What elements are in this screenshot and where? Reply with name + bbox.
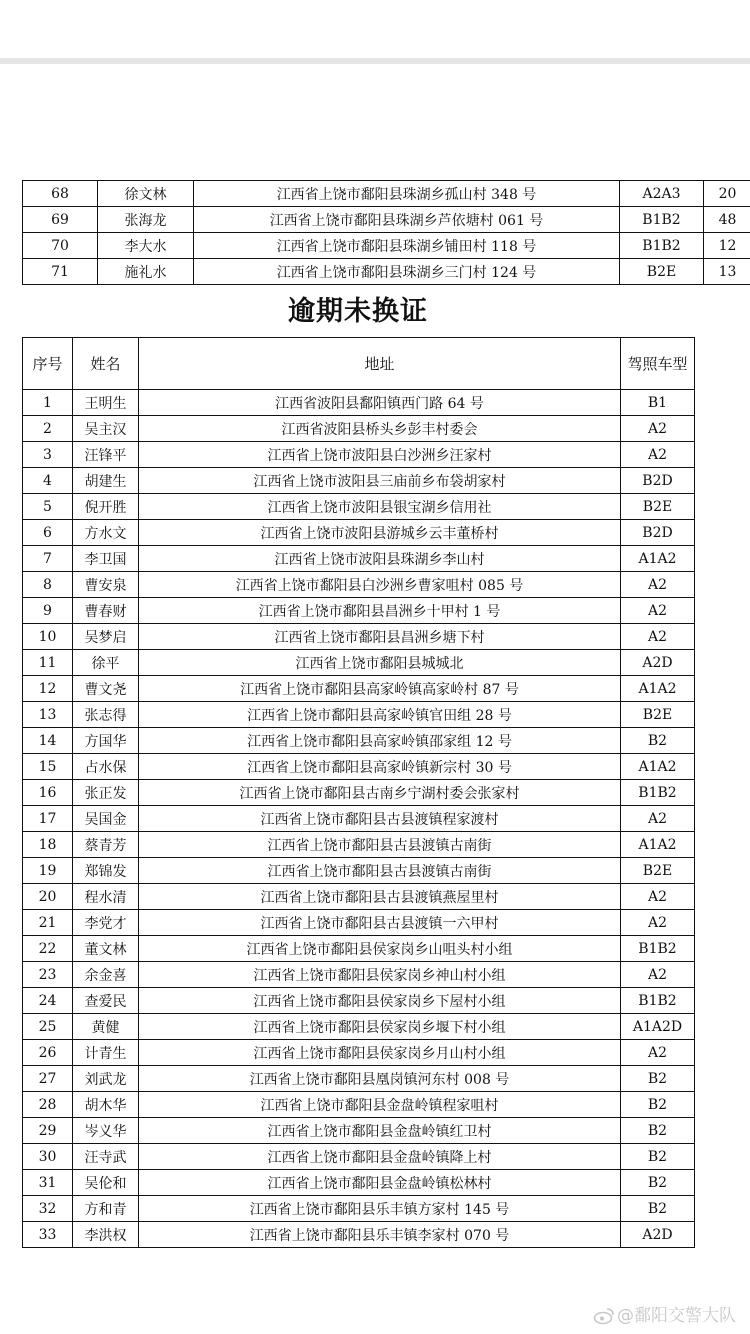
row-number: 70: [23, 233, 98, 259]
row-number: 3: [23, 442, 73, 468]
row-number: 33: [23, 1222, 73, 1248]
row-address: 江西省上饶市鄱阳县古县渡镇燕屋里村: [139, 884, 621, 910]
row-license: B2E: [620, 259, 704, 285]
table-row: [23, 780, 695, 806]
row-number: 21: [23, 910, 73, 936]
row-license: A2: [621, 572, 695, 598]
row-number: 16: [23, 780, 73, 806]
table-row: [23, 650, 695, 676]
table-row: [23, 858, 695, 884]
row-number: 7: [23, 546, 73, 572]
row-name: 徐平: [73, 650, 139, 676]
row-extra-number: 48: [704, 207, 750, 233]
row-license: A2: [621, 1040, 695, 1066]
row-address: 江西省上饶市鄱阳县侯家岗乡山咀头村小组: [139, 936, 621, 962]
row-address: 江西省上饶市鄱阳县高家岭镇高家岭村 87 号: [139, 676, 621, 702]
table-row: [23, 207, 750, 233]
row-number: 25: [23, 1014, 73, 1040]
header-no: 序号: [23, 338, 73, 390]
table-row: [23, 910, 695, 936]
table-row: [23, 1092, 695, 1118]
table-row: [23, 1170, 695, 1196]
row-license: B1B2: [621, 988, 695, 1014]
row-extra-number: 13: [704, 259, 750, 285]
header-license: 驾照车型: [621, 338, 695, 390]
row-license: A2D: [621, 650, 695, 676]
row-license: B2: [621, 1170, 695, 1196]
row-number: 17: [23, 806, 73, 832]
row-license: B2: [621, 728, 695, 754]
row-license: A1A2: [621, 676, 695, 702]
row-number: 1: [23, 390, 73, 416]
row-name: 曹安泉: [73, 572, 139, 598]
row-name: 黄健: [73, 1014, 139, 1040]
row-number: 28: [23, 1092, 73, 1118]
row-number: 68: [23, 181, 98, 207]
row-address: 江西省上饶市鄱阳县乐丰镇方家村 145 号: [139, 1196, 621, 1222]
table-row: [23, 728, 695, 754]
row-number: 26: [23, 1040, 73, 1066]
row-address: 江西省上饶市鄱阳县金盘岭镇降上村: [139, 1144, 621, 1170]
table-row: [23, 494, 695, 520]
row-address: 江西省上饶市鄱阳县古县渡镇一六甲村: [139, 910, 621, 936]
table-row: [23, 416, 695, 442]
row-license: B2: [621, 1092, 695, 1118]
row-license: A2: [621, 624, 695, 650]
row-address: 江西省上饶市鄱阳县珠湖乡孤山村 348 号: [194, 181, 620, 207]
row-address: 江西省上饶市鄱阳县凰岗镇河东村 008 号: [139, 1066, 621, 1092]
row-number: 24: [23, 988, 73, 1014]
row-address: 江西省上饶市波阳县银宝湖乡信用社: [139, 494, 621, 520]
table-row: [23, 259, 750, 285]
table-row: [23, 390, 695, 416]
table-row: [23, 546, 695, 572]
row-license: B2D: [621, 520, 695, 546]
row-name: 施礼水: [98, 259, 194, 285]
row-name: 倪开胜: [73, 494, 139, 520]
row-number: 27: [23, 1066, 73, 1092]
row-name: 汪锋平: [73, 442, 139, 468]
row-number: 9: [23, 598, 73, 624]
row-license: B2E: [621, 494, 695, 520]
table-row: [23, 1014, 695, 1040]
row-address: 江西省上饶市鄱阳县珠湖乡芦依塘村 061 号: [194, 207, 620, 233]
row-license: B2: [621, 1066, 695, 1092]
table-row: [23, 1040, 695, 1066]
row-address: 江西省上饶市鄱阳县珠湖乡铺田村 118 号: [194, 233, 620, 259]
row-number: 15: [23, 754, 73, 780]
row-name: 张海龙: [98, 207, 194, 233]
row-address: 江西省上饶市鄱阳县昌洲乡十甲村 1 号: [139, 598, 621, 624]
row-name: 岑义华: [73, 1118, 139, 1144]
row-license: A1A2D: [621, 1014, 695, 1040]
row-address: 江西省上饶市鄱阳县侯家岗乡下屋村小组: [139, 988, 621, 1014]
row-address: 江西省上饶市鄱阳县金盘岭镇红卫村: [139, 1118, 621, 1144]
row-address: 江西省上饶市鄱阳县古南乡宁湖村委会张家村: [139, 780, 621, 806]
row-number: 19: [23, 858, 73, 884]
table-row: [23, 442, 695, 468]
row-address: 江西省上饶市鄱阳县城城北: [139, 650, 621, 676]
row-address: 江西省上饶市鄱阳县白沙洲乡曹家咀村 085 号: [139, 572, 621, 598]
row-license: B1B2: [621, 936, 695, 962]
row-address: 江西省上饶市鄱阳县古县渡镇程家渡村: [139, 806, 621, 832]
row-number: 11: [23, 650, 73, 676]
row-license: B2D: [621, 468, 695, 494]
table-row: [23, 572, 695, 598]
row-name: 郑锦发: [73, 858, 139, 884]
row-number: 14: [23, 728, 73, 754]
row-license: B2: [621, 1118, 695, 1144]
top-divider: [0, 58, 750, 64]
table-row: [23, 988, 695, 1014]
table-row: [23, 1066, 695, 1092]
row-name: 汪寺武: [73, 1144, 139, 1170]
table-row: [23, 181, 750, 207]
row-name: 刘武龙: [73, 1066, 139, 1092]
row-number: 12: [23, 676, 73, 702]
row-extra-number: 20: [704, 181, 750, 207]
row-license: B1B2: [620, 233, 704, 259]
row-name: 蔡青芳: [73, 832, 139, 858]
row-number: 23: [23, 962, 73, 988]
row-name: 曹文尧: [73, 676, 139, 702]
row-address: 江西省波阳县桥头乡彭丰村委会: [139, 416, 621, 442]
row-number: 10: [23, 624, 73, 650]
row-address: 江西省上饶市鄱阳县金盘岭镇程家咀村: [139, 1092, 621, 1118]
row-number: 69: [23, 207, 98, 233]
row-name: 程水清: [73, 884, 139, 910]
row-number: 18: [23, 832, 73, 858]
row-name: 李洪权: [73, 1222, 139, 1248]
row-license: B2E: [621, 858, 695, 884]
table-row: [23, 936, 695, 962]
row-name: 张正发: [73, 780, 139, 806]
row-name: 曹春财: [73, 598, 139, 624]
table-row: [23, 806, 695, 832]
row-license: B2E: [621, 702, 695, 728]
row-license: A2: [621, 598, 695, 624]
row-license: A2: [621, 962, 695, 988]
row-name: 占水保: [73, 754, 139, 780]
row-license: A2: [621, 910, 695, 936]
row-name: 李卫国: [73, 546, 139, 572]
table-row: [23, 754, 695, 780]
row-name: 李大水: [98, 233, 194, 259]
row-license: A2: [621, 884, 695, 910]
table-row: [23, 1196, 695, 1222]
table-row: [23, 1144, 695, 1170]
row-number: 2: [23, 416, 73, 442]
table-row: [23, 676, 695, 702]
row-address: 江西省上饶市波阳县游城乡云丰董桥村: [139, 520, 621, 546]
row-license: A1A2: [621, 546, 695, 572]
row-address: 江西省上饶市鄱阳县高家岭镇官田组 28 号: [139, 702, 621, 728]
row-name: 董文林: [73, 936, 139, 962]
row-address: 江西省上饶市鄱阳县侯家岗乡神山村小组: [139, 962, 621, 988]
row-license: B1: [621, 390, 695, 416]
table-row: [23, 520, 695, 546]
row-address: 江西省上饶市鄱阳县金盘岭镇松林村: [139, 1170, 621, 1196]
row-extra-number: 12: [704, 233, 750, 259]
continued-table: [22, 180, 750, 285]
row-name: 余金喜: [73, 962, 139, 988]
row-name: 方水文: [73, 520, 139, 546]
table-row: [23, 233, 750, 259]
row-license: B1B2: [621, 780, 695, 806]
continued-table-body: [23, 181, 750, 285]
table-row: [23, 962, 695, 988]
table-row: [23, 624, 695, 650]
weibo-icon: [593, 1307, 615, 1325]
row-name: 徐文林: [98, 181, 194, 207]
table-row: [23, 468, 695, 494]
row-name: 查爱民: [73, 988, 139, 1014]
row-number: 6: [23, 520, 73, 546]
row-name: 胡建生: [73, 468, 139, 494]
row-number: 8: [23, 572, 73, 598]
top-blank-bar: [0, 0, 750, 58]
weibo-watermark: [593, 1304, 736, 1328]
row-name: 张志得: [73, 702, 139, 728]
row-address: 江西省上饶市鄱阳县乐丰镇李家村 070 号: [139, 1222, 621, 1248]
table-row: [23, 832, 695, 858]
table-row: [23, 1222, 695, 1248]
row-number: 29: [23, 1118, 73, 1144]
row-address: 江西省上饶市鄱阳县高家岭镇邵家组 12 号: [139, 728, 621, 754]
row-number: 71: [23, 259, 98, 285]
table-row: [23, 884, 695, 910]
row-address: 江西省上饶市鄱阳县昌洲乡塘下村: [139, 624, 621, 650]
row-license: B2: [621, 1144, 695, 1170]
table-row: [23, 1118, 695, 1144]
row-name: 方国华: [73, 728, 139, 754]
row-name: 吴伦和: [73, 1170, 139, 1196]
row-license: A2A3: [620, 181, 704, 207]
header-name: 姓名: [73, 338, 139, 390]
row-number: 22: [23, 936, 73, 962]
row-name: 胡木华: [73, 1092, 139, 1118]
table-header-row: [23, 338, 695, 390]
row-address: 江西省上饶市鄱阳县侯家岗乡月山村小组: [139, 1040, 621, 1066]
row-license: A2: [621, 416, 695, 442]
row-address: 江西省上饶市鄱阳县高家岭镇新宗村 30 号: [139, 754, 621, 780]
row-address: 江西省上饶市波阳县三庙前乡布袋胡家村: [139, 468, 621, 494]
row-license: A2D: [621, 1222, 695, 1248]
row-number: 13: [23, 702, 73, 728]
row-address: 江西省上饶市波阳县珠湖乡李山村: [139, 546, 621, 572]
row-name: 方和青: [73, 1196, 139, 1222]
row-address: 江西省波阳县鄱阳镇西门路 64 号: [139, 390, 621, 416]
row-number: 5: [23, 494, 73, 520]
row-address: 江西省上饶市鄱阳县珠湖乡三门村 124 号: [194, 259, 620, 285]
row-license: A1A2: [621, 832, 695, 858]
watermark-text: @鄱阳交警大队: [617, 1306, 736, 1326]
row-name: 吴梦启: [73, 624, 139, 650]
table-row: [23, 702, 695, 728]
row-name: 王明生: [73, 390, 139, 416]
row-number: 4: [23, 468, 73, 494]
row-license: B2: [621, 1196, 695, 1222]
row-number: 32: [23, 1196, 73, 1222]
row-number: 30: [23, 1144, 73, 1170]
overdue-table: [22, 337, 695, 1248]
row-name: 吴国金: [73, 806, 139, 832]
row-name: 李党才: [73, 910, 139, 936]
row-license: A1A2: [621, 754, 695, 780]
table-row: [23, 598, 695, 624]
row-address: 江西省上饶市鄱阳县古县渡镇古南街: [139, 832, 621, 858]
row-name: 吴主汉: [73, 416, 139, 442]
row-number: 31: [23, 1170, 73, 1196]
row-address: 江西省上饶市鄱阳县侯家岗乡堰下村小组: [139, 1014, 621, 1040]
section-title: 逾期未换证: [288, 296, 428, 327]
row-name: 计青生: [73, 1040, 139, 1066]
row-license: A2: [621, 442, 695, 468]
row-license: A2: [621, 806, 695, 832]
row-license: B1B2: [620, 207, 704, 233]
overdue-table-body: [23, 390, 695, 1248]
row-address: 江西省上饶市鄱阳县古县渡镇古南街: [139, 858, 621, 884]
row-address: 江西省上饶市波阳县白沙洲乡汪家村: [139, 442, 621, 468]
header-address: 地址: [139, 338, 621, 390]
row-number: 20: [23, 884, 73, 910]
